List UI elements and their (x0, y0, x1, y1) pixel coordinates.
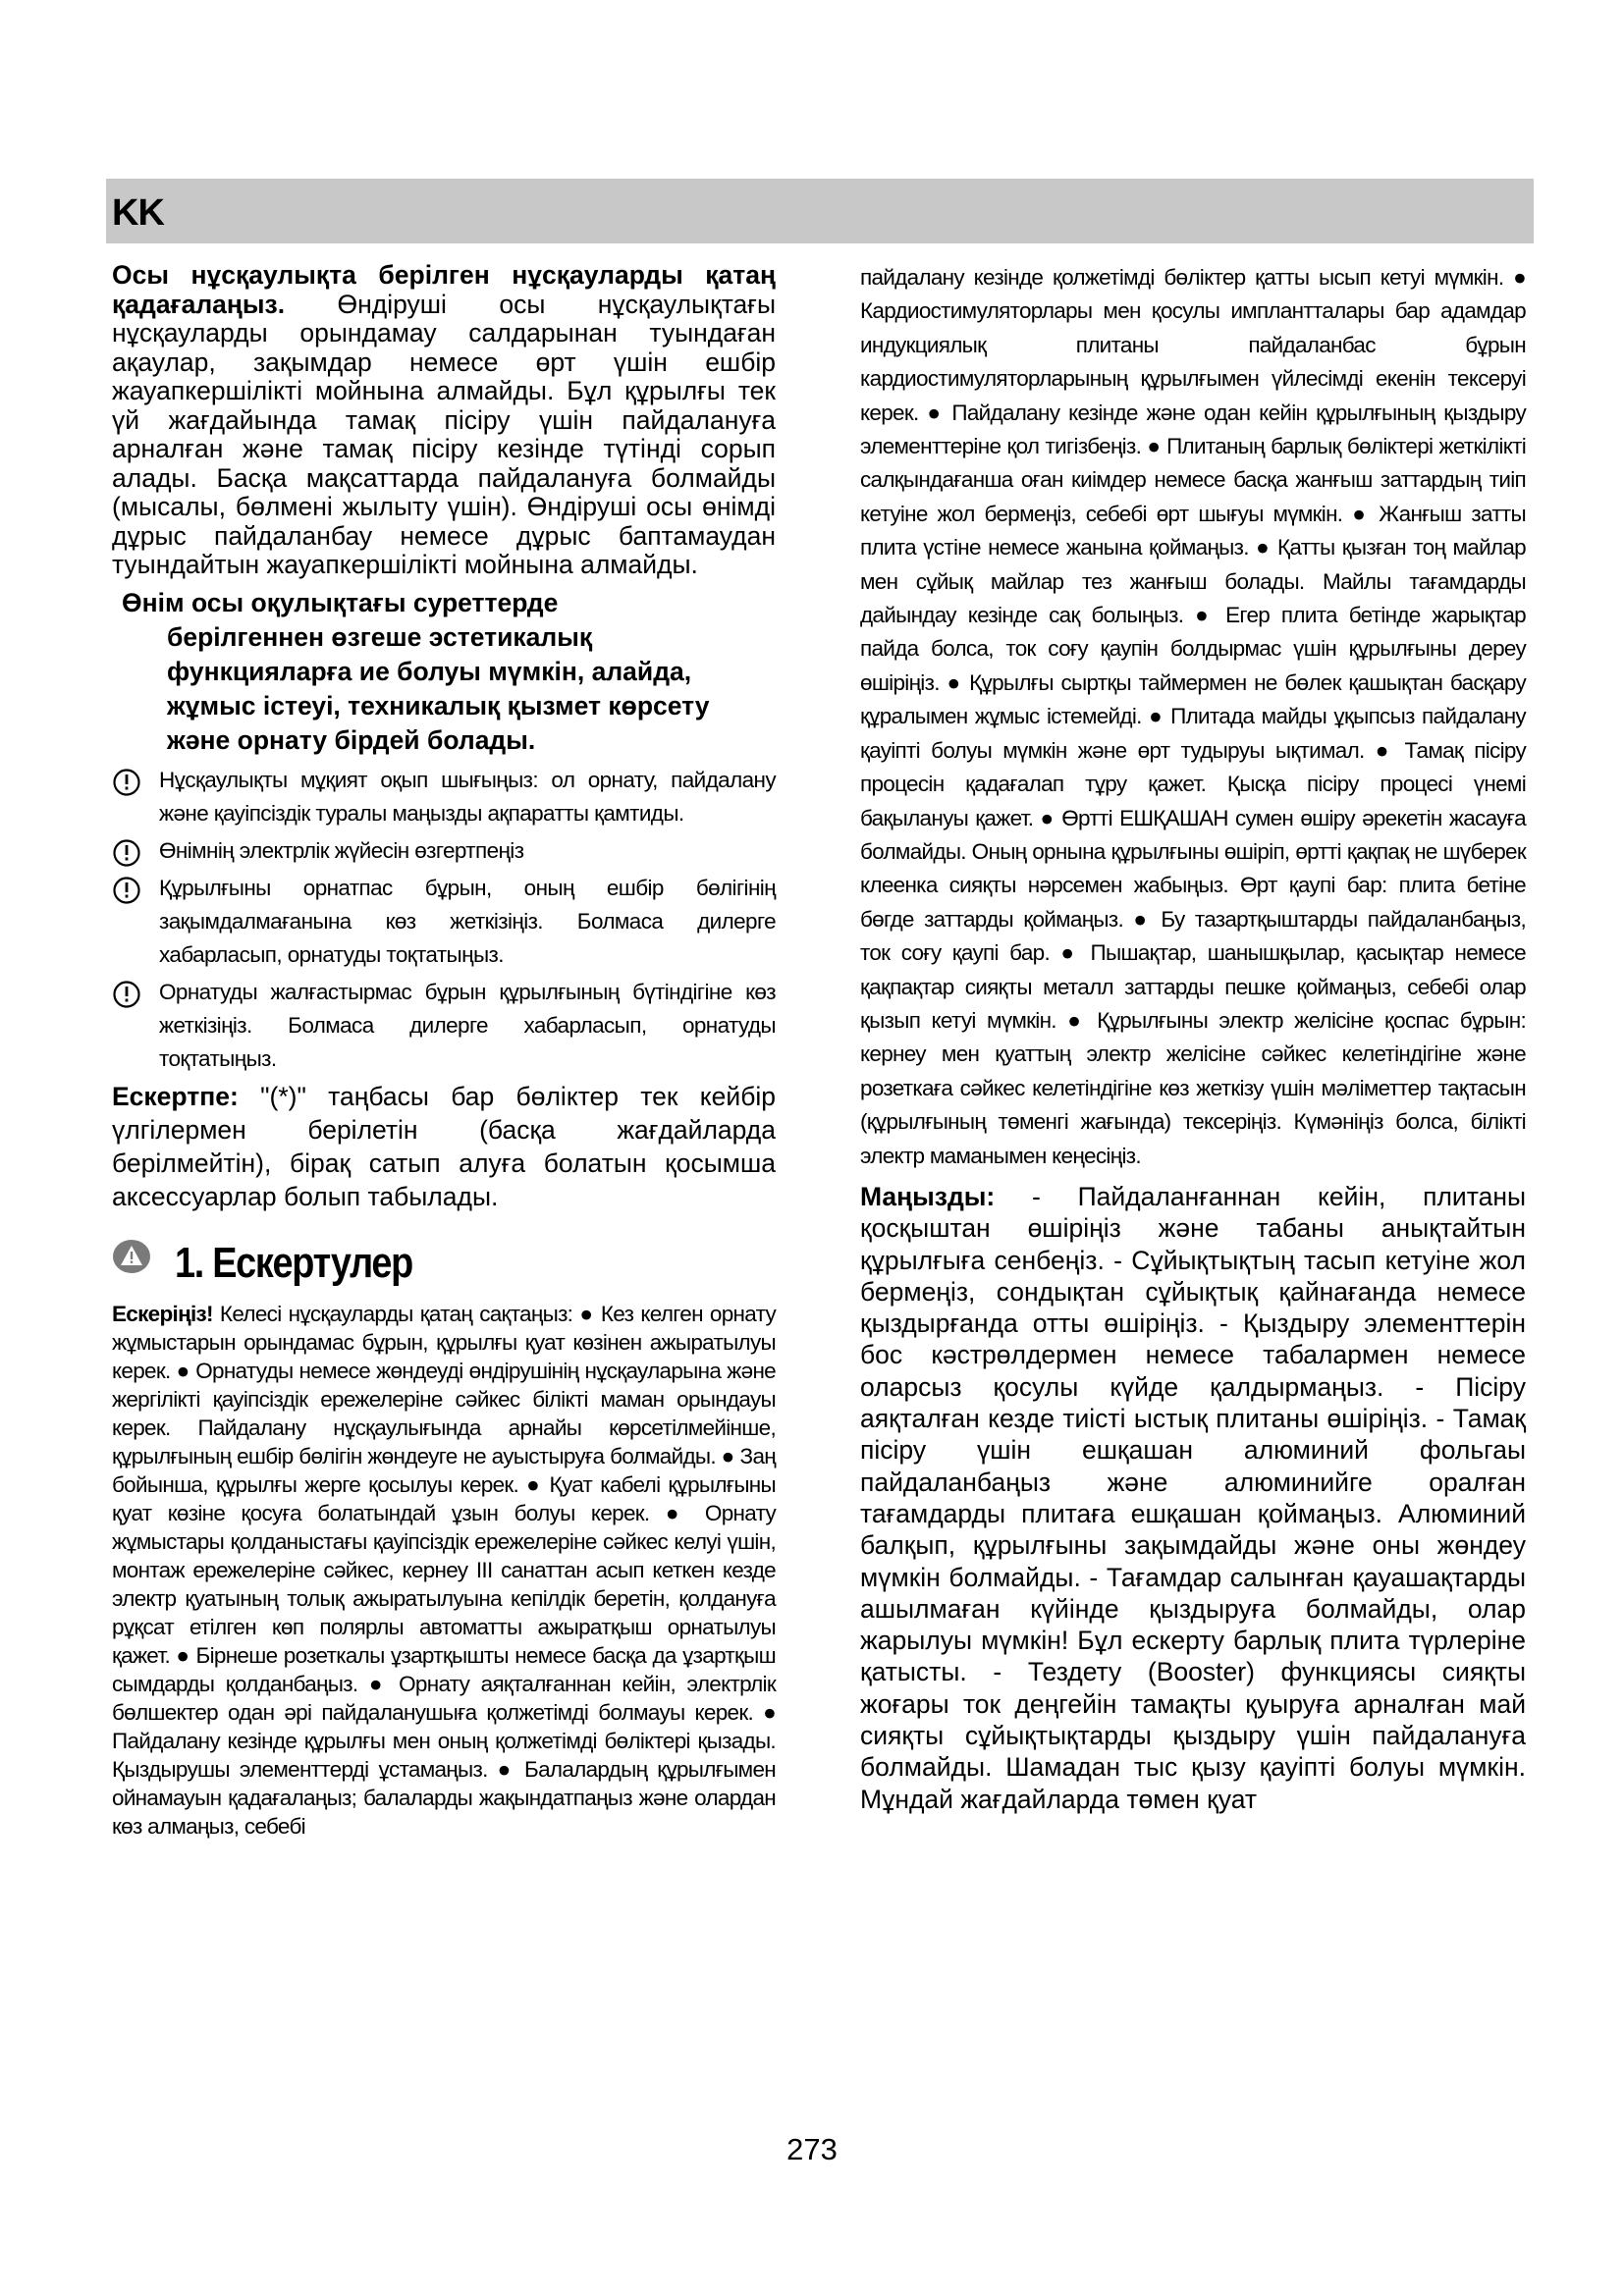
warning-item (112, 976, 776, 1076)
important-label: Маңызды: (860, 1181, 996, 1211)
important-paragraph (860, 1181, 1526, 1815)
warning-item (112, 872, 776, 972)
warning-text: Нұсқаулықты мұқият оқып шығыңыз: ол орнату, пайдалану және қауіпсіздік туралы маңызды ақпаратты қамтиды. (159, 767, 776, 826)
intro-paragraph (112, 261, 776, 580)
right-column (860, 261, 1526, 1815)
exclamation-circle-icon (112, 838, 141, 868)
exclamation-circle-icon (112, 768, 141, 797)
exclamation-circle-icon (112, 980, 141, 1009)
page-number: 273 (786, 2132, 838, 2166)
intro-text: Өндіруші осы нұсқаулықтағы нұсқауларды орындамау салдарынан туындаған ақаулар, зақымдар немесе өрт үшін ешбір жауапкершілікті мойнына алмайды. Бұл құрылғы тек үй жағдайында тамақ пісіру үшін пайдалануға арналған және тамақ пісіру кезінде түтінді сорып алады. Басқа мақсаттарда пайдалануға болмайды (мысалы, бөлмені жылыту үшін). Өндіруші осы өнімді дұрыс пайдаланбау немесе дұрыс баптамаудан туындайтын жауапкершілікті мойнына алмайды. (112, 289, 776, 579)
exclamation-circle-icon (112, 876, 141, 905)
product-appearance-note (122, 586, 776, 758)
accessory-note (112, 1080, 776, 1213)
note-text: "(*)" таңбасы бар бөліктер тек кейбір үлгілермен берілетін (басқа жағдайларда берілмейтін), бірақ сатып алуға болатын қосымша аксессуарлар болып табылады. (112, 1081, 776, 1211)
note-label: Ескертпе: (112, 1081, 239, 1111)
language-header-bar (106, 179, 1534, 243)
section-title: 1. Ескертулер (175, 1238, 412, 1287)
warnings-body (112, 1300, 776, 1841)
section-text: Келесі нұсқауларды қатаң сақтаңыз: ● Кез келген орнату жұмыстарын орындамас бұрын, құрылғы қуат көзінен ажыратылуы керек. ● Орнатуды немесе жөндеуді өндірушінің нұсқауларына және жергілікті қауіпсіздік ережелеріне сәйкес білікті маман орындауы керек. Пайдалану нұсқаулығында арнайы көрсетілмейінше, құрылғының ешбір бөлігін жөндеуге не ауыстыруға болмайды. ● Заң бойынша, құрылғы жерге қосылуы керек. ● Қуат кабелі құрылғыны қуат көзіне қосуға болатындай ұзын болуы керек. ● Орнату жұмыстары қолданыстағы қауіпсіздік ережелеріне сәйкес келуі үшін, монтаж ережелеріне сәйкес, кернеу III санаттан асып кеткен кезде электр қуатының толық ажыратылуына кепілдік беретін, қолдануға рұқсат етілген көп полярлы автоматты ажыратқыш орнатылуы қажет. ● Бірнеше розеткалы ұзартқышты немесе басқа да ұзартқыш сымдарды қолданбаңыз. ● Орнату аяқталғаннан кейін, электрлік бөлшектер одан әрі пайдаланушыға қолжетімді болмауы керек. ● Пайдалану кезінде құрылғы мен оның қолжетімді бөліктері қызады. Қыздырушы элементтерді ұстамаңыз. ● Балалардың құрылғымен ойнамауын қадағалаңыз; балаларды жақындатпаңыз және олардан көз алмаңыз, себебі (112, 1301, 776, 1839)
right-warnings-body: пайдалану кезінде қолжетімді бөліктер қатты ысып кетуі мүмкін. ● Кардиостимуляторлары мен қосулы имплантталары бар адамдар индукциялық плитаны пайдаланбас бұрын кардиостимуляторларының құрылғымен үйлесімді екенін тексеруі керек. ● Пайдалану кезінде және одан кейін құрылғының қыздыру элементтеріне қол тигізбеңіз. ● Плитаның барлық бөліктері жеткілікті салқындағанша оған киімдер немесе басқа жанғыш заттардың тиіп кетуіне жол бермеңіз, себебі өрт шығуы мүмкін. ● Жанғыш затты плита үстіне немесе жанына қоймаңыз. ● Қатты қызған тоң майлар мен сұйық майлар тез жанғыш болады. Майлы тағамдарды дайындау кезінде сақ болыңыз. ● Егер плита бетінде жарықтар пайда болса, ток соғу қаупін болдырмас үшін құрылғыны дереу өшіріңіз. ● Құрылғы сыртқы таймермен не бөлек қашықтан басқару құралымен жұмыс істемейді. ● Плитада майды ұқыпсыз пайдалану қауіпті болуы мүмкін және өрт тудыруы ықтимал. ● Тамақ пісіру процесін қадағалап тұру қажет. Қысқа пісіру процесі үнемі бақылануы қажет. ● Өртті ЕШҚАШАН сумен өшіру әрекетін жасауға болмайды. Оның орнына құрылғыны өшіріп, өртті қақпақ не шүберек клеенка сияқты нәрсемен жабыңыз. Өрт қаупі бар: плита бетіне бөгде заттарды қоймаңыз. ● Бу тазартқыштарды пайдаланбаңыз, ток соғу қаупі бар. ● Пышақтар, шанышқылар, қасықтар немесе қақпақтар сияқты металл заттарды пешке қоймаңыз, себебі олар қызып кетуі мүмкін. ● Құрылғыны электр желісіне қоспас бұрын: кернеу мен қуаттың электр желісіне сәйкес келетіндігіне және розеткаға сәйкес келетіндігіне көз жеткізу үшін мәліметтер тақтасын (құрылғының төменгі жағында) тексеріңіз. Күмәніңіз болса, білікті электр маманымен кеңесіңіз. (860, 265, 1526, 1168)
warning-item (112, 764, 776, 830)
left-column (112, 261, 776, 1841)
section-lead: Ескеріңіз! (112, 1301, 213, 1326)
bold-note-line1: Өнім осы оқулықтағы суреттерде (122, 587, 559, 617)
language-code: KK (112, 192, 164, 234)
important-text: - Пайдаланғаннан кейін, плитаны қосқыштан өшіріңіз және табаны анықтайтын құрылғыға сенбеңіз. - Сұйықтықтың тасып кетуіне жол бермеңіз, сондықтан сұйықтық қайнағанда немесе қыздырғанда отты өшіріңіз. - Қыздыру элементтерін бос кәстрөлдермен немесе табалармен немесе оларсыз қосулы күйде қалдырмаңыз. - Пісіру аяқталған кезде тиісті ыстық плитаны өшіріңіз. - Тамақ пісіру үшін ешқашан алюминий фольгаы пайдаланбаңыз және алюминийге оралған тағамдарды плитаға ешқашан қоймаңыз. Алюминий балқып, құрылғыны зақымдайды және оны жөндеу мүмкін болмайды. - Тағамдар салынған қауашақтарды ашылмаған күйінде қыздыруға болмайды, олар жарылуы мүмкін! Бұл ескерту барлық плита түрлеріне қатысты. - Тездету (Booster) функциясы сияқты жоғары ток деңгейін тамақты қуыруға арналған май сияқты сұйықтықтарды қыздыру үшін пайдалануға болмайды. Шамадан тыс қызу қауіпті болуы мүмкін. Мұндай жағдайларда төмен қуат (860, 1181, 1526, 1814)
warning-triangle-icon (112, 1239, 151, 1274)
intro-bold-lead: Осы нұсқаулықта берілген нұсқауларды қатаң қадағалаңыз. (112, 260, 776, 319)
warning-text: Құрылғыны орнатпас бұрын, оның ешбір бөлігінің зақымдалмағанына көз жеткізіңіз. Болмаса дилерге хабарласып, орнатуды тоқтатыңыз. (159, 875, 776, 967)
warning-item (112, 834, 776, 868)
warning-text: Өнімнің электрлік жүйесін өзгертпеңіз (159, 837, 524, 863)
warning-text: Орнатуды жалғастырмас бұрын құрылғының бүтіндігіне көз жеткізіңіз. Болмаса дилерге хабарласып, орнатуды тоқтатыңыз. (159, 979, 776, 1071)
section-heading-row (112, 1239, 776, 1292)
bold-note-rest: берілгеннен өзгеше эстетикалық функцияларға ие болуы мүмкін, алайда, жұмыс істеуі, техникалық қызмет көрсету және орнату бірдей болады. (167, 621, 710, 755)
